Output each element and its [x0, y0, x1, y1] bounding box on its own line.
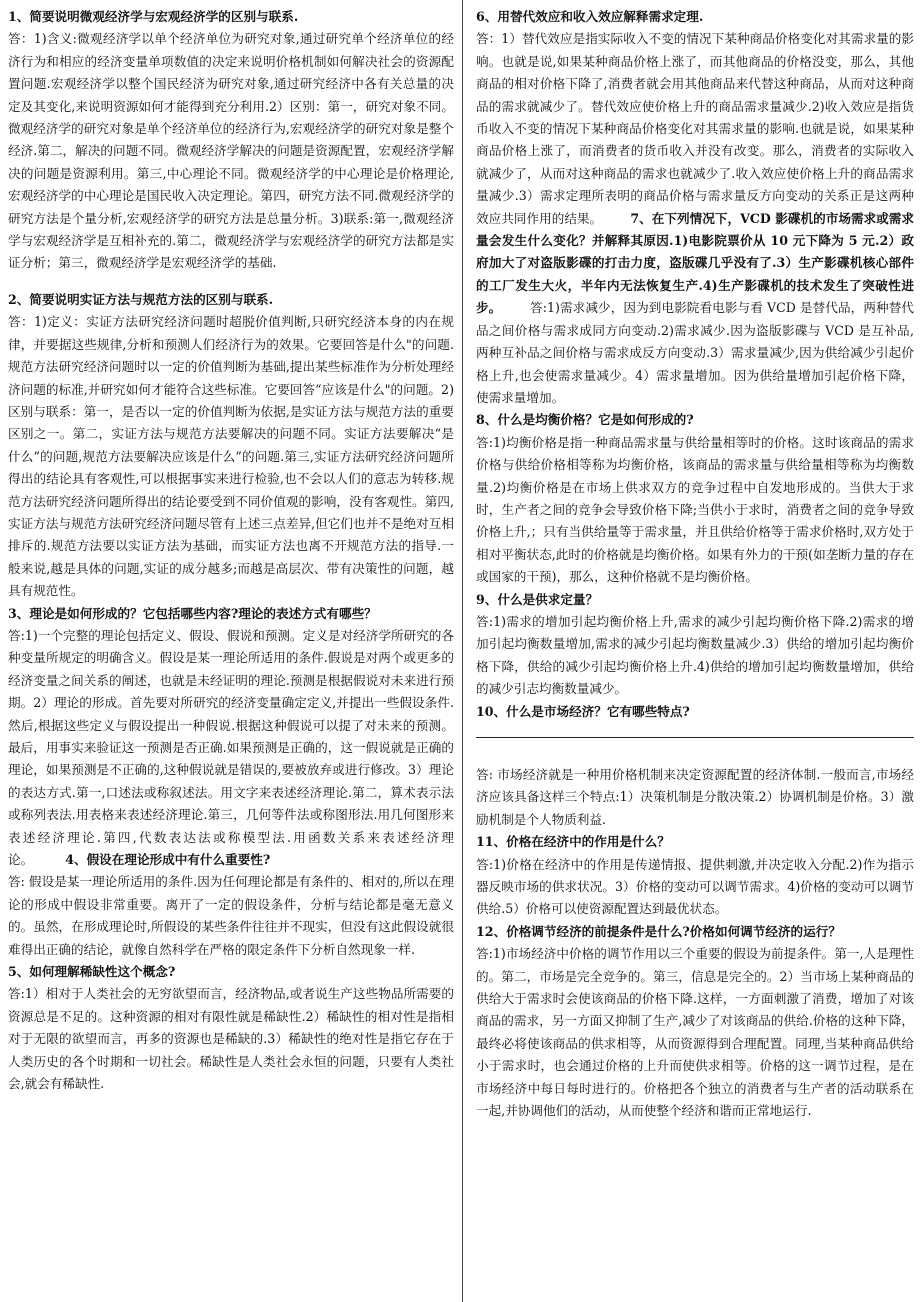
question-10: 10、什么是市场经济？它有哪些特点? [476, 703, 690, 719]
column-divider [462, 0, 463, 1302]
answer-8: 答:1)均衡价格是指一种商品需求量与供给量相等时的价格。这时该商品的需求价格与供给价格相等称为均衡价格，该商品的需求量与供给量相等称为均衡数量.2)均衡价格是在市场上供求双方的竞争过程中自发地形成的。当供大于求时，生产者之间的竞争会导致价格下降;当供小于求时，消费者之间的竞争导致价格上升,；只有当供给量等于需求量，并且供给价格等于需求价格时,双方处于相对平衡状态,此时的价格就是均衡价格。如果有外力的干预(如垄断力量的存在或国家的干预)，那么，这种价格就不是均衡价格。 [476, 434, 914, 585]
question-5: 5、如何理解稀缺性这个概念? [8, 964, 176, 980]
question-7: 7、在下列情况下，VCD 影碟机的市场需求或需求量会发生什么变化？并解释其原因.1)电影院票价从 10 元下降为 5 元.2）政府加大了对盗版影碟的打击力度，盗版碟几乎没有了.3）生产影碟机核心部件的工厂发生大火，半年内无法恢复生产.4)生产影碟机的技术发生了突破性进步。 [476, 210, 915, 316]
answer-4: 答: 假设是某一理论所适用的条件.因为任何理论都是有条件的、相对的,所以在理论的形成中假设非常重要。离开了一定的假设条件，分析与结论都是毫无意义的。虽然，在形成理论时,所假设的某些条件往往并不现实，但没有这此假设就很难得出正确的结论，就像自然科学在严格的限定条件下分析自然现象一样. [8, 874, 454, 957]
answer-5: 答:1）相对于人类社会的无穷欲望而言，经济物品,或者说生产这些物品所需要的资源总是不足的。这种资源的相对有限性就是稀缺性.2）稀缺性的相对性是指相对于无限的欲望而言，再多的资源也是稀缺的.3）稀缺性的绝对性是指它存在于人类历史的各个时期和一切社会。稀缺性是人类社会永恒的问题，只要有人类社会,就会有稀缺性. [8, 986, 454, 1092]
question-1: 1、简要说明微观经济学与宏观经济学的区别与联系. [8, 9, 299, 24]
right-column [476, 6, 914, 1123]
answer-1: 答：1)含义:微观经济学以单个经济单位为研究对象,通过研究单个经济单位的经济行为和相应的经济变量单项数值的决定来说明价格机制如何解决社会的资源配置问题.宏观经济学以整个国民经济为研究对象,通过研究经济中各有关总量的决定及其变化,来说明资源如何才能得到充分利用.2）区别：第一，研究对象不同。微观经济学的研究对象是单个经济单位的经济行为,宏观经济学的研究对象是整个经济.第二，解决的问题不同。微观经济学解决的问题是资源配置，宏观经济学解决的问题是资源利用。第三,中心理论不同。微观经济学的中心理论是价格理论,宏观经济学的中心理论是国民收入决定理论。第四，研究方法不同.微观经济学的研究方法是个量分析,宏观经济学的研究方法是总量分析。3)联系:第一,微观经济学与宏观经济学是互相补充的.第二，微观经济学与宏观经济学的研究方法都是实证分析；第三，微观经济学是宏观经济学的基础. [8, 31, 454, 271]
question-12: 12、价格调节经济的前提条件是什么?价格如何调节经济的运行？ [476, 923, 841, 939]
answer-7: 答:1)需求减少，因为到电影院看电影与看 VCD 是替代品，两种替代品之间价格与需求成同方向变动.2)需求减少.因为盗版影碟与 VCD 是互补品,两种互补品之间价格与需求成反方向变动.3）需求量减少,因为供给减少引起价格上升,也会使需求量减少。4）需求量增加。因为供给量增加引起价格下降，使需求量增加。 [476, 300, 914, 405]
question-9: 9、什么是供求定量？ [476, 591, 599, 607]
answer-12: 答:1)市场经济中价格的调节作用以三个重要的假设为前提条件。第一,人是理性的。第二，市场是完全竞争的。第三，信息是完全的。2）当市场上某种商品的供给大于需求时会使该商品的价格下降.这样，一方面刺激了消费，增加了对该商品的需求，另一方面又抑制了生产,减少了对该商品的供给.价格的这种下降，最终必将使该商品的供求相等，从而资源得到合理配置。同理,当某种商品供给小于需求时，也会通过价格的上升而使供求相等。价格的这一调节过程，是在市场经济中每日每时进行的。价格把各个独立的消费者与生产者的活动联系在一起,并协调他们的活动，从而使整个经济和谐而正常地运行. [476, 946, 914, 1119]
answer-3-text: 答:1)一个完整的理论包括定义、假设、假说和预测。定义是对经济学所研究的各种变量所规定的明确含义。假设是某一理论所适用的条件.假说是对两个或更多的经济变量之间关系的阐述，也就是未经证明的理论.预测是根据假说对未来进行预期。2）理论的形成。首先要对所研究的经济变量确定定义,并提出一些假设条件.然后,根据这些定义与假设提出一种假说.根据这种假说可以提了对未来的预测。最后，用事实来验证这一预测是否正确.如果预测是正确的，这一假说就是正确的理论，如果预测是不正确的,这种假说就是错误的,要被放弃或进行修改。3）理论的表达方式.第一,口述法或称叙述法。用文字来表述经济理论.第二，算术表示法或称列表法.用表格来表述经济理论.第三，几何等件法或称图形法.用几何图形来表述经济理论.第四,代数表达法或称模型法.用函数关系来表述经济理论。 [8, 627, 454, 868]
question-8: 8、什么是均衡价格？它是如何形成的? [476, 412, 694, 428]
answer-10: 答: 市场经济就是一种用价格机制来决定资源配置的经济体制.一般而言,市场经济应该具备这样三个特点:1）决策机制是分散决策.2）协调机制是价格。3）激励机制是个人物质利益. [476, 767, 914, 827]
answer-3 [8, 625, 454, 871]
answer-9: 答:1)需求的增加引起均衡价格上升,需求的减少引起均衡价格下降.2)需求的增加引起均衡数量增加,需求的减少引起均衡数量减少.3）供给的增加引起均衡价格下降，供给的减少引起均衡价格上升.4)供给的增加引起均衡数量增加，供给的减少引志均衡数量减少。 [476, 613, 914, 697]
question-3: 3、理论是如何形成的？它包括哪些内容?理论的表述方式有哪些？ [8, 605, 377, 621]
question-11: 11、价格在经济中的作用是什么？ [476, 834, 670, 850]
answer-6-text: 答：1）替代效应是指实际收入不变的情况下某种商品价格变化对其需求量的影响。也就是说,如果某种商品价格上涨了，而其他商品的价格没变，那么，其他商品的相对价格下降了,消费者就会用其他商品来代替这种商品，从而对这种商品的需求就减少了。替代效应使价格上升的商品需求量减少.2)收入效应是指货币收入不变的情况下某种商品价格变化对其需求量的影响.也就是说，如果某种商品价格上涨了，而消费者的货币收入并没有改变。那么，消费者的实际收入就减少了，从而对这种商品的需求也就减少了.收入效应使价格上升的商品需求量减少.3）需求定理所表明的商品价格与需求量反方向变动的关系正是这两种效应共同作用的结果。 [476, 31, 914, 226]
question-6: 6、用替代效应和收入效应解释需求定理. [476, 9, 704, 24]
question-4: 4、假设在理论形成中有什么重要性? [65, 852, 271, 868]
answer-6 [476, 28, 914, 409]
answer-11: 答:1)价格在经济中的作用是传递情报、提供刺激,并决定收入分配.2)作为指示器反映市场的供求状况。3）价格的变动可以调节需求。4)价格的变动可以调节供给.5）价格可以使资源配置达到最优状态。 [476, 856, 914, 917]
answer-2: 答：1)定义：实证方法研究经济问题时超脱价值判断,只研究经济本身的内在规律，并要据这些规律,分析和预测人们经济行为的效果。它要回答是什么"的问题.规范方法研究经济问题时以一定的价值判断为基础,提出某些标准作为分析处理经济问题的标准,并研究如何才能符合这些标准。它要回答“应该是什么"的问题。2)区别与联系：第一，是否以一定的价值判断为依据,是实证方法与规范方法的重要区别之一。第二，实证方法与规范方法要解决的问题不同。实证方法要解决“是什么”的问题,规范方法要解决应该是什么”的问题.第三,实证方法研究经济问题所得出的结论具有客观性,可以根据事实来进行检验,也不会以人们的意志为转移.规范方法研究经济问题所得出的结论要受到不同价值观的影响，没有客观性。第四,实证方法与规范方法研究经济问题尽管有上述三点差异,但它们也并不是绝对互相排斥的.规范方法要以实证方法为基础，而实证方法也离不开规范方法的指导.一般来说,越是具体的问题,实证的成分越多;而越是高层次、带有决策性的问题，越具有规范性。 [8, 314, 454, 599]
left-column [8, 6, 454, 1096]
horizontal-rule [476, 737, 914, 738]
question-2: 2、简要说明实证方法与规范方法的区别与联系. [8, 291, 274, 307]
